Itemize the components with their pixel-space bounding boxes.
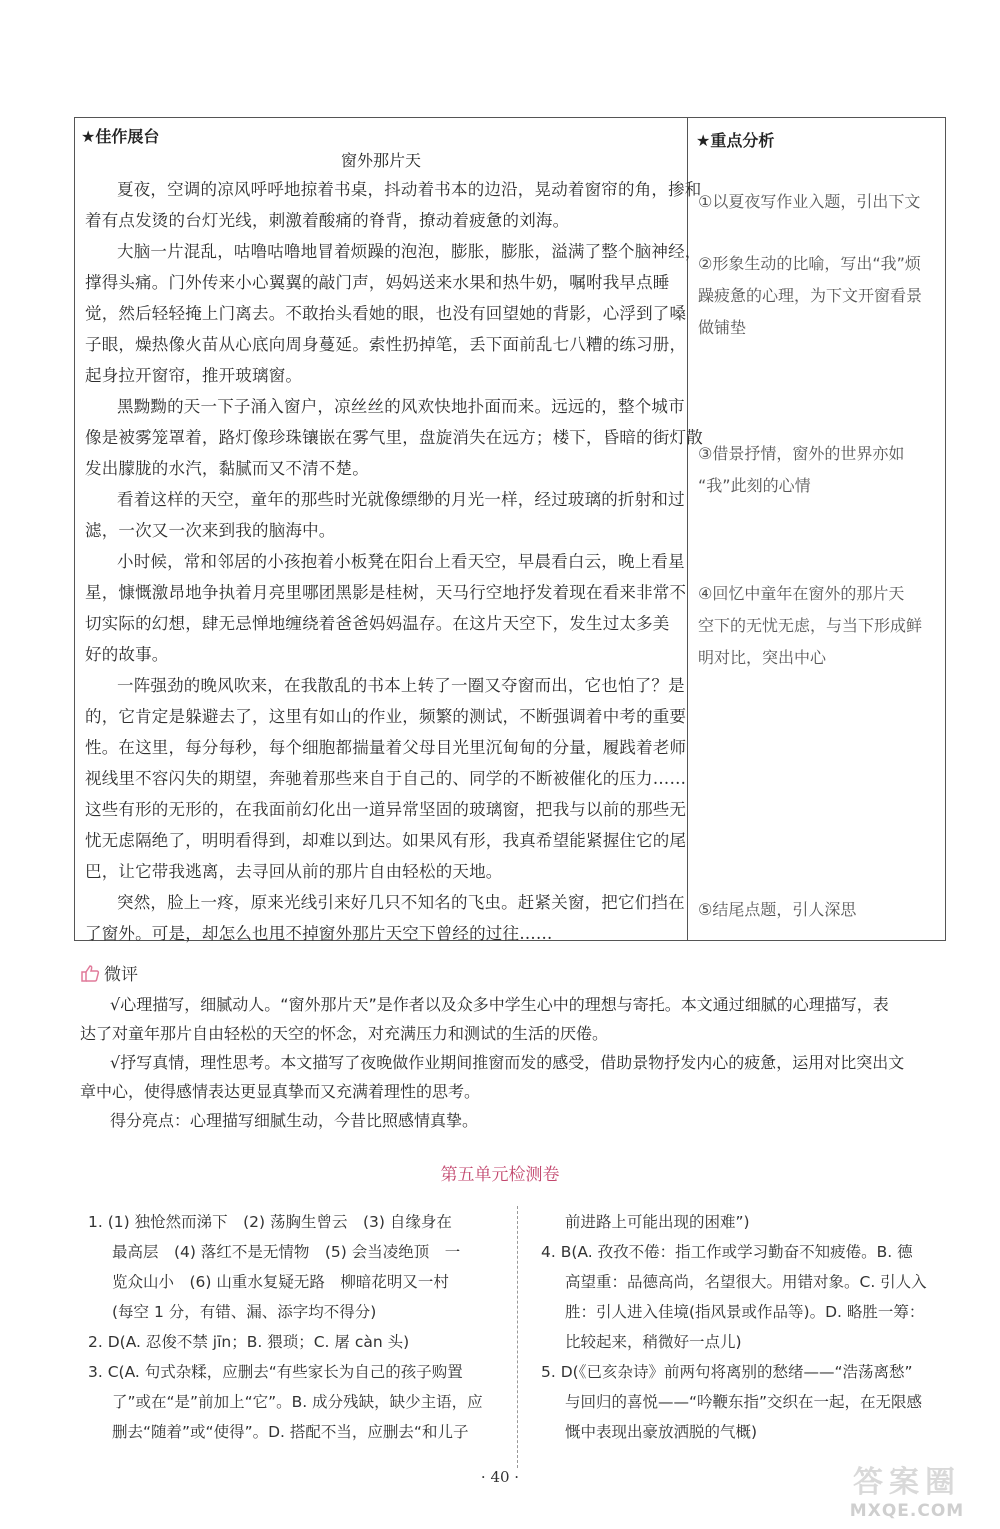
analysis-note-1 xyxy=(698,186,936,218)
note-line: ④回忆中童年在窗外的那片天 xyxy=(698,584,905,603)
comment-title: 微评 xyxy=(104,965,138,985)
essay-line: 一阵强劲的晚风吹来，在我散乱的书本上转了一圈又夺窗而出，它也怕了？是 xyxy=(117,676,685,695)
essay-line: 的，它肯定是躲避去了，这里有如山的作业，频繁的测试，不断强调着中考的重要 xyxy=(85,707,687,726)
answer-line: 览众山小 (6) 山重水复疑无路 柳暗花明又一村 xyxy=(112,1273,449,1291)
essay-line: 滤，一次又一次来到我的脑海中。 xyxy=(85,521,336,540)
comment-line: √心理描写，细腻动人。“窗外那片天”是作者以及众多中学生心中的理想与寄托。本文通过细腻的心理描写，表 xyxy=(110,995,889,1014)
watermark-logo xyxy=(832,1457,982,1521)
comment-line: 得分亮点：心理描写细腻生动，今昔比照感情真挚。 xyxy=(110,1111,479,1130)
answer-line: 胜：引人进入佳境(指风景或作品等)。D. 略胜一筹： xyxy=(565,1303,925,1321)
essay-line: 这些有形的无形的，在我面前幻化出一道异常坚固的玻璃窗，把我与以前的那些无 xyxy=(85,800,687,819)
essay-line: 着有点发烫的台灯光线，刺激着酸痛的脊背，撩动着疲惫的刘海。 xyxy=(85,211,570,230)
essay-line: 突然，脸上一疼，原来光线引来好几只不知名的飞虫。赶紧关窗，把它们挡在 xyxy=(117,893,685,912)
essay-line: 星，慷慨激昂地争执着月亮里哪团黑影是桂树，天马行空地抒发着现在看来非常不 xyxy=(85,583,687,602)
note-line: ⑤结尾点题，引人深思 xyxy=(698,900,857,919)
answer-line: 高望重：品德高尚，名望很大。用错对象。C. 引人入 xyxy=(565,1273,927,1291)
answer-line: 最高层 (4) 落红不是无情物 (5) 会当凌绝顶 一 xyxy=(112,1243,461,1261)
comment-header xyxy=(80,960,138,985)
essay-line: 像是被雾笼罩着，路灯像珍珠镶嵌在雾气里，盘旋消失在远方；楼下，昏暗的街灯散 xyxy=(85,428,703,447)
analysis-note-4 xyxy=(698,578,936,674)
note-line: 躁疲惫的心理，为下文开窗看景 xyxy=(698,286,923,305)
note-line: 做铺垫 xyxy=(698,318,747,337)
essay-line: 起身拉开窗帘，推开玻璃窗。 xyxy=(85,366,303,385)
essay-line: 夏夜，空调的凉风呼呼地掠着书桌，抖动着书本的边沿，晃动着窗帘的角，掺和 xyxy=(117,180,702,199)
answer-line: 1. (1) 独怆然而涕下 (2) 荡胸生曾云 (3) 自缘身在 xyxy=(88,1213,452,1231)
essay-line: 好的故事。 xyxy=(85,645,169,664)
answer-line: 5. D(《已亥杂诗》前两句将离别的愁绪——“浩荡离愁” xyxy=(541,1363,913,1381)
answer-line: 与回归的喜悦——“吟鞭东指”交织在一起，在无限感 xyxy=(565,1393,923,1411)
watermark-text: 答案圈 xyxy=(853,1465,961,1500)
essay-line: 觉，然后轻轻掩上门离去。不敢抬头看她的眼，也没有回望她的背影，心浮到了嗓 xyxy=(85,304,687,323)
essay-line: 看着这样的天空，童年的那些时光就像缥缈的月光一样，经过玻璃的折射和过 xyxy=(117,490,685,509)
answer-line: 了”或在“是”前加上“它”。B. 成分残缺，缺少主语，应 xyxy=(112,1393,483,1411)
essay-line: 大脑一片混乱，咕噜咕噜地冒着烦躁的泡泡，膨胀，膨胀，溢满了整个脑神经， xyxy=(117,242,702,261)
note-line: 明对比，突出中心 xyxy=(698,648,827,667)
answer-line: 3. C(A. 句式杂糅，应删去“有些家长为自己的孩子购置 xyxy=(88,1363,463,1381)
essay-line: 子眼，燥热像火苗从心底向周身蔓延。索性扔掉笔，丢下面前乱七八糟的练习册， xyxy=(85,335,687,354)
showcase-heading: ★佳作展台 xyxy=(81,127,160,146)
answer-line: 4. B(A. 孜孜不倦：指工作或学习勤奋不知疲倦。B. 德 xyxy=(541,1243,913,1261)
answer-line: 前进路上可能出现的困难”) xyxy=(565,1213,750,1231)
comment-line: 章中心，使得感情表达更显真挚而又充满着理性的思考。 xyxy=(80,1082,481,1101)
column-divider xyxy=(517,1206,518,1468)
comment-line: 达了对童年那片自由轻松的天空的怀念，对充满压力和测试的生活的厌倦。 xyxy=(80,1024,609,1043)
essay-column xyxy=(75,118,703,943)
note-line: ①以夏夜写作业入题，引出下文 xyxy=(698,192,921,211)
essay-line: 性。在这里，每分每秒，每个细胞都揣量着父母目光里沉甸甸的分量，履践着老师 xyxy=(85,738,687,757)
watermark-url: MXQE.COM xyxy=(849,1501,965,1521)
essay-line: 切实际的幻想，肆无忌惮地缠绕着爸爸妈妈温存。在这片天空下，发生过太多美 xyxy=(85,614,670,633)
analysis-note-2 xyxy=(698,248,936,344)
essay-line: 黑黝黝的天一下子涌入窗户，凉丝丝的风欢快地扑面而来。远远的，整个城市 xyxy=(117,397,685,416)
essay-line: 忧无虑隔绝了，明明看得到，却难以到达。如果风有形，我真希望能紧握住它的尾 xyxy=(85,831,687,850)
answer-line: (每空 1 分，有错、漏、添字均不得分) xyxy=(112,1303,377,1321)
note-line: “我”此刻的心情 xyxy=(698,476,811,495)
unit-test-title: 第五单元检测卷 xyxy=(440,1165,560,1185)
essay-line: 撑得头痛。门外传来小心翼翼的敲门声，妈妈送来水果和热牛奶，嘱咐我早点睡 xyxy=(85,273,670,292)
page-number: · 40 · xyxy=(480,1468,520,1486)
analysis-note-5 xyxy=(698,894,936,926)
answer-line: 删去“随着”或“使得”。D. 搭配不当，应删去“和儿子 xyxy=(112,1423,469,1441)
answer-line: 慨中表现出豪放洒脱的气概) xyxy=(565,1423,758,1441)
answer-line: 比较起来，稍微好一点儿) xyxy=(565,1333,742,1351)
analysis-column xyxy=(688,118,945,940)
showcase-box xyxy=(74,117,946,941)
essay-title: 窗外那片天 xyxy=(340,151,421,170)
note-line: 空下的无忧无虑，与当下形成鲜 xyxy=(698,616,923,635)
comment-line: √抒写真情，理性思考。本文描写了夜晚做作业期间推窗而发的感受，借助景物抒发内心的疲惫，运用对比突出文 xyxy=(110,1053,905,1072)
thumbs-up-icon xyxy=(80,964,100,982)
essay-line: 发出朦胧的水汽，黏腻而又不清不楚。 xyxy=(85,459,369,478)
answer-line: 2. D(A. 忍俊不禁 jīn；B. 猥琐；C. 屠 càn 头) xyxy=(88,1333,410,1351)
essay-line: 视线里不容闪失的期望，奔驰着那些来自于自己的、同学的不断被催化的压力…… xyxy=(85,769,687,788)
essay-line: 小时候，常和邻居的小孩抱着小板凳在阳台上看天空，早晨看白云，晚上看星 xyxy=(117,552,685,571)
note-line: ②形象生动的比喻，写出“我”烦 xyxy=(698,254,921,273)
analysis-note-3 xyxy=(698,438,936,502)
note-line: ③借景抒情，窗外的世界亦如 xyxy=(698,444,905,463)
essay-line: 巴，让它带我逃离，去寻回从前的那片自由轻松的天地。 xyxy=(85,862,503,881)
essay-line: 了窗外。可是，却怎么也甩不掉窗外那片天空下曾经的过往…… xyxy=(85,924,553,943)
analysis-heading: ★重点分析 xyxy=(696,131,775,150)
